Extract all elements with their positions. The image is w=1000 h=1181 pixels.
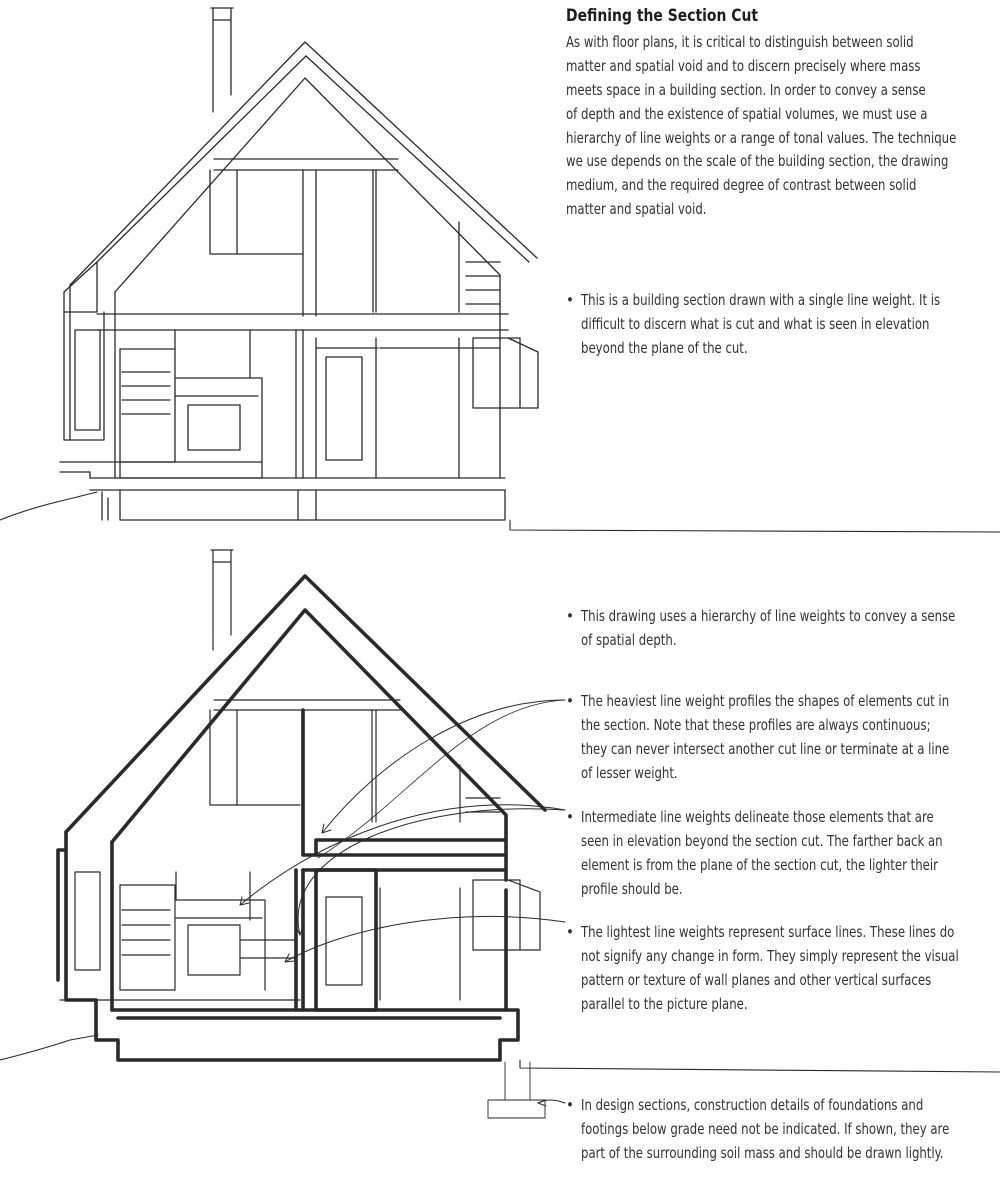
section-title: Defining the Section Cut (566, 6, 759, 26)
bullet-line: footings below grade need not be indicated. If shown, they are (581, 1119, 950, 1138)
bullet-line: The heaviest line weight profiles the shapes of elements cut in (581, 692, 950, 710)
bullet-heaviest-weight (566, 690, 1000, 786)
bullet-line: not signify any change in form. They simply represent the visual (581, 946, 959, 965)
bullet-line: This drawing uses a hierarchy of line weights to convey a sense (581, 607, 956, 625)
bullet-line: of lesser weight. (581, 763, 678, 782)
bullet-line: seen in elevation beyond the section cut. The farther back an (581, 831, 943, 850)
bullet-line: they can never intersect another cut line or terminate at a line (581, 739, 950, 758)
bullet-line: Intermediate line weights delineate those elements that are (581, 808, 934, 826)
bullet-single-weight (566, 289, 1000, 361)
bullet-marker: • (566, 1096, 574, 1114)
intro-line: medium, and the required degree of contrast between solid (566, 176, 917, 195)
bullet-lightest-weight (566, 921, 1000, 1017)
bullet-foundations (566, 1094, 1000, 1166)
bullet-hierarchy (566, 605, 1000, 653)
bullet-marker: • (566, 607, 574, 625)
intro-line: of depth and the existence of spatial volumes, we must use a (566, 104, 928, 123)
bullet-marker: • (566, 291, 574, 309)
bullet-marker: • (566, 808, 574, 826)
intro-line: matter and spatial void. (566, 200, 707, 219)
bullet-line: element is from the plane of the section cut, the lighter their (581, 855, 938, 874)
intro-paragraph (566, 31, 1000, 222)
bullet-line: beyond the plane of the cut. (581, 338, 748, 357)
bullet-line: part of the surrounding soil mass and should be drawn lightly. (581, 1143, 944, 1162)
bullet-line: This is a building section drawn with a single line weight. It is (581, 291, 941, 309)
bullet-intermediate-weight (566, 806, 1000, 902)
intro-line: hierarchy of line weights or a range of tonal values. The technique (566, 128, 957, 147)
bullet-line: of spatial depth. (581, 630, 677, 649)
bullet-line: The lightest line weights represent surface lines. These lines do (581, 923, 955, 941)
intro-line: matter and spatial void and to discern precisely where mass (566, 56, 921, 75)
bullet-line: In design sections, construction details of foundations and (581, 1096, 924, 1114)
bullet-marker: • (566, 923, 574, 941)
intro-line: we use depends on the scale of the building section, the drawing (566, 152, 949, 171)
bullet-line: difficult to discern what is cut and what is seen in elevation (581, 314, 930, 333)
bullet-line: parallel to the picture plane. (581, 994, 748, 1013)
bullet-line: pattern or texture of wall planes and other vertical surfaces (581, 970, 932, 989)
bullet-line: profile should be. (581, 879, 683, 898)
bullet-line: the section. Note that these profiles are always continuous; (581, 715, 931, 734)
leader-arrows (240, 700, 565, 1106)
intro-line: meets space in a building section. In order to convey a sense (566, 80, 926, 99)
intro-line: As with floor plans, it is critical to distinguish between solid (566, 33, 914, 51)
bullet-marker: • (566, 692, 574, 710)
